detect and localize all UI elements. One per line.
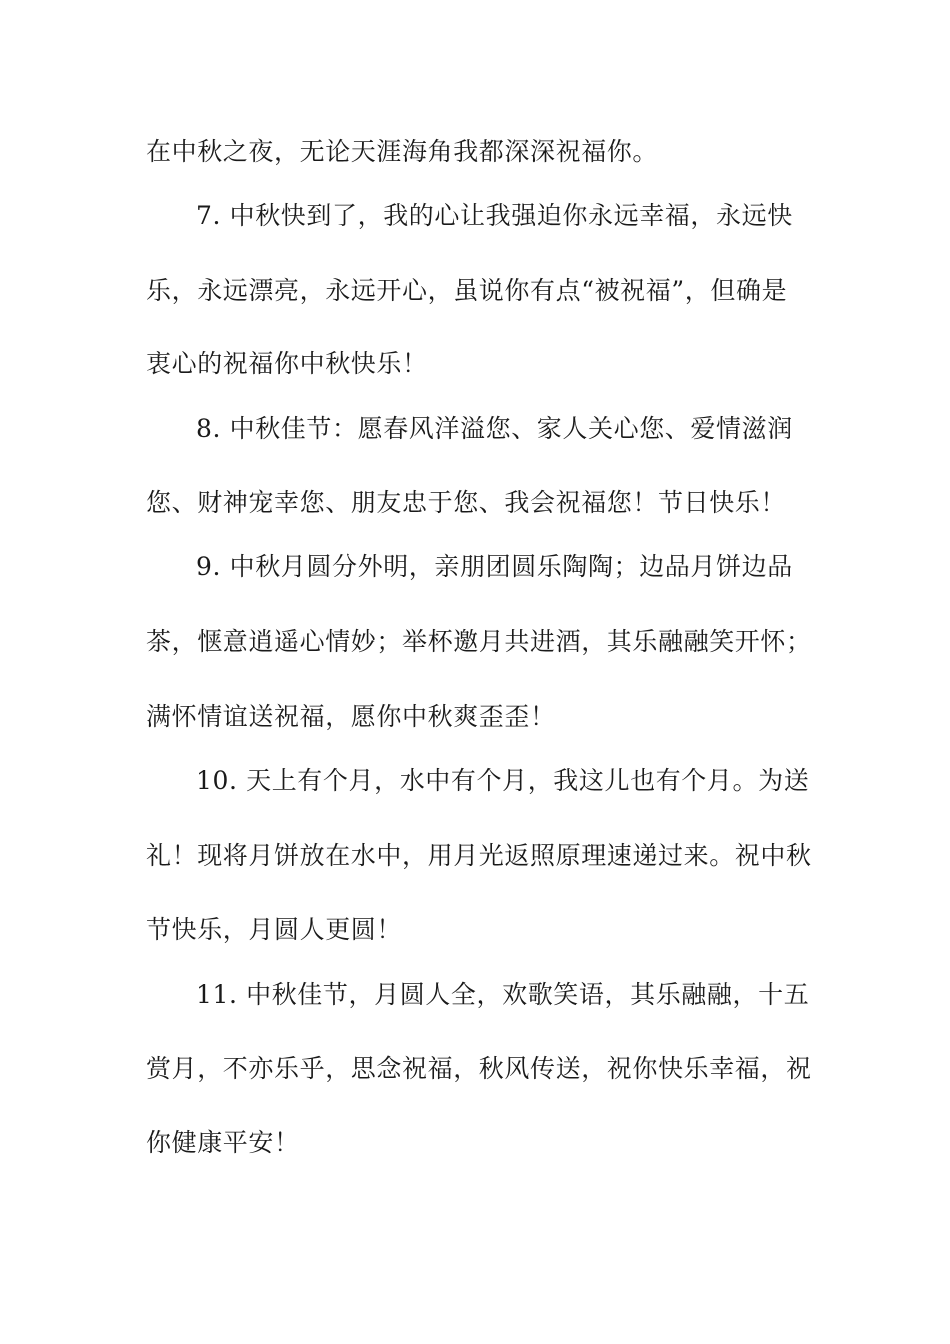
text-line: 衷心的祝福你中秋快乐！: [146, 349, 428, 378]
greeting-11-line: 11. 中秋佳节，月圆人全，欢歌笑语，其乐融融，十五: [196, 980, 810, 1009]
greeting-9-line: 9. 中秋月圆分外明，亲朋团圆乐陶陶；边品月饼边品: [196, 552, 793, 581]
text-line: 赏月，不亦乐乎，思念祝福，秋风传送，祝你快乐幸福，祝: [146, 1054, 812, 1083]
greeting-7-line: 7. 中秋快到了，我的心让我强迫你永远幸福，永远快: [196, 201, 793, 230]
greeting-8-line: 8. 中秋佳节：愿春风洋溢您、家人关心您、爱情滋润: [196, 414, 793, 443]
text-line: 你健康平安！: [146, 1128, 300, 1157]
text-line: 礼！现将月饼放在水中，用月光返照原理速递过来。祝中秋: [146, 841, 812, 870]
text-line: 您、财神宠幸您、朋友忠于您、我会祝福您！节日快乐！: [146, 488, 787, 517]
text-line: 节快乐，月圆人更圆！: [146, 915, 403, 944]
text-line: 在中秋之夜，无论天涯海角我都深深祝福你。: [146, 137, 659, 166]
text-line: 乐，永远漂亮，永远开心，虽说你有点“被祝福”，但确是: [146, 276, 788, 305]
greeting-10-line: 10. 天上有个月，水中有个月，我这儿也有个月。为送: [196, 766, 810, 795]
text-line: 满怀情谊送祝福，愿你中秋爽歪歪！: [146, 702, 556, 731]
text-line: 茶，惬意逍遥心情妙；举杯邀月共进酒，其乐融融笑开怀；: [146, 627, 812, 656]
